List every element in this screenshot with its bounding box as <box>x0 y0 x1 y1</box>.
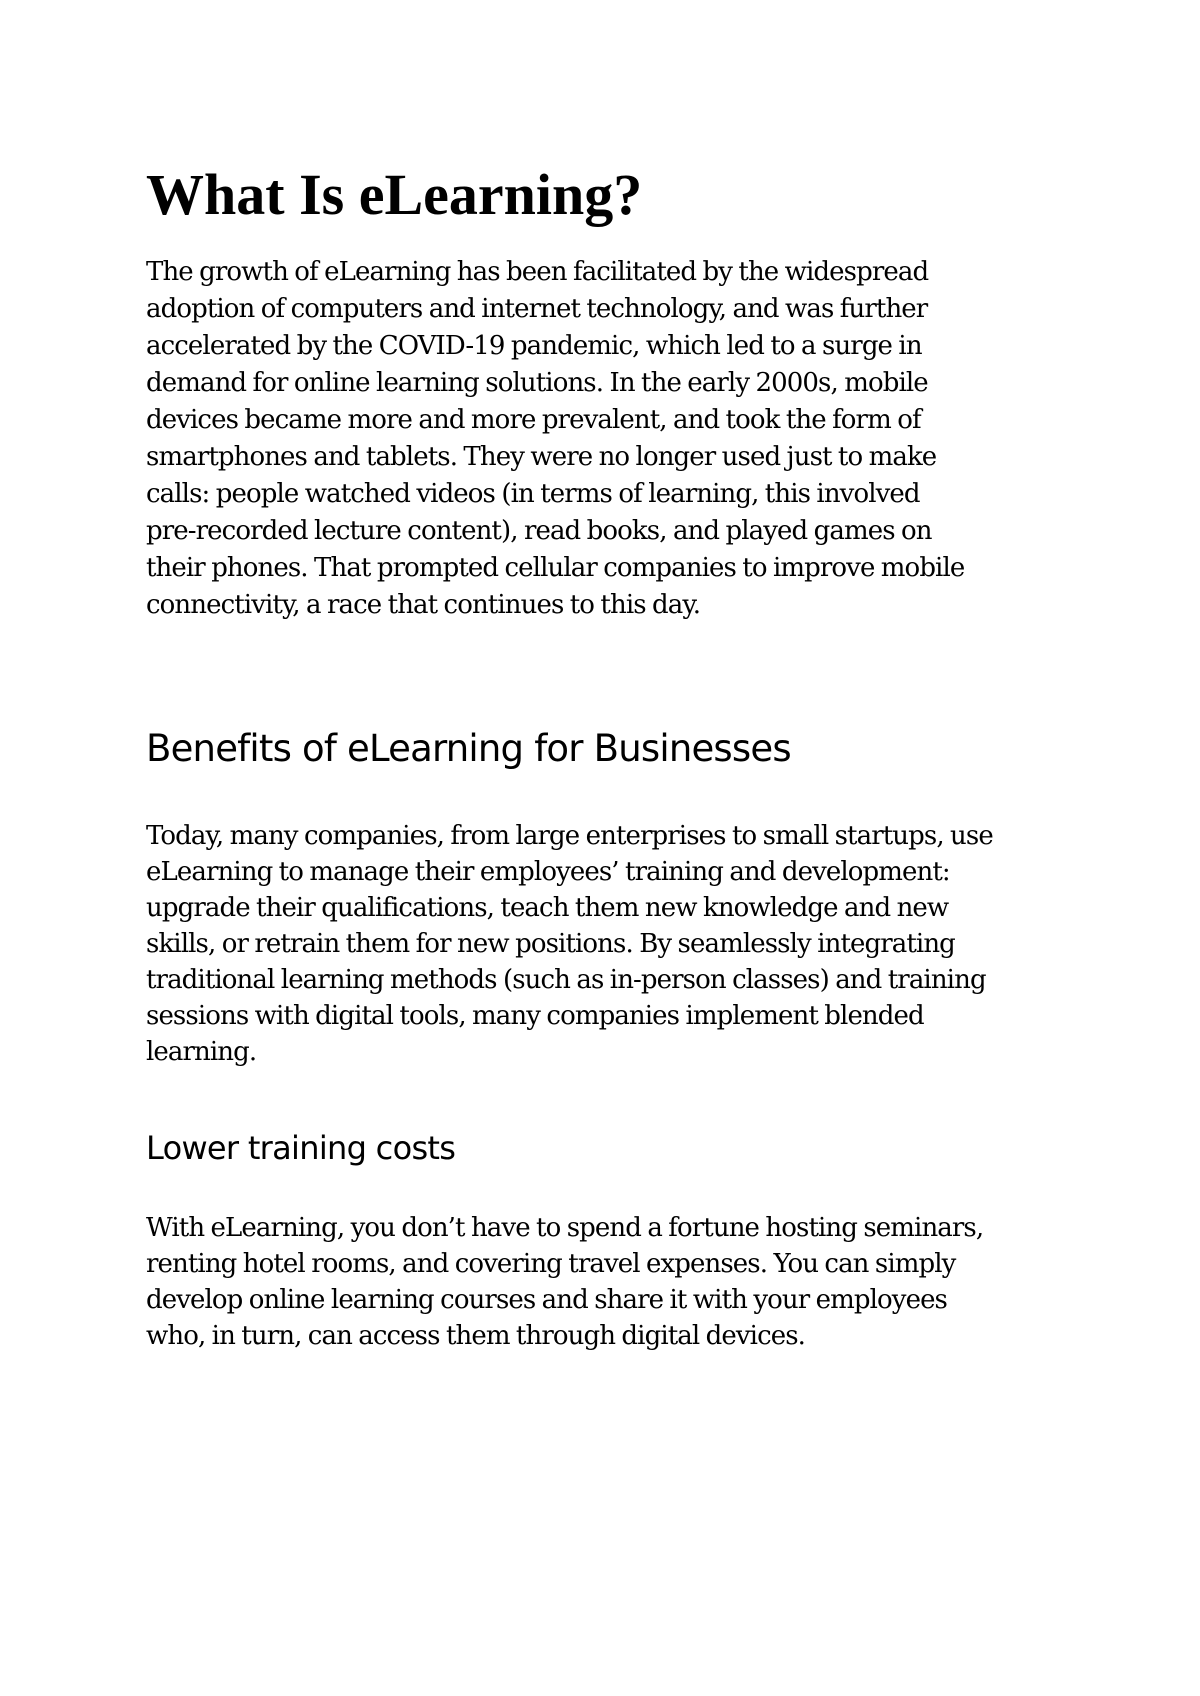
intro-paragraph <box>146 254 1066 624</box>
paragraph-line: skills, or retrain them for new positions. By seamlessly integrating <box>146 929 955 959</box>
page-title: What Is eLearning? <box>146 162 643 227</box>
paragraph-line: accelerated by the COVID-19 pandemic, which led to a surge in <box>146 331 922 361</box>
paragraph-line: demand for online learning solutions. In the early 2000s, mobile <box>146 368 928 398</box>
paragraph-line: smartphones and tablets. They were no longer used just to make <box>146 442 937 472</box>
costs-paragraph <box>146 1210 1066 1354</box>
paragraph-line: adoption of computers and internet technology, and was further <box>146 294 928 324</box>
paragraph-line: sessions with digital tools, many companies implement blended <box>146 1001 924 1031</box>
paragraph-line: learning. <box>146 1037 257 1067</box>
paragraph-line: With eLearning, you don’t have to spend a fortune hosting seminars, <box>146 1213 984 1243</box>
paragraph-line: The growth of eLearning has been facilitated by the widespread <box>146 257 929 287</box>
paragraph-line: renting hotel rooms, and covering travel expenses. You can simply <box>146 1249 956 1279</box>
paragraph-line: upgrade their qualifications, teach them new knowledge and new <box>146 893 949 923</box>
benefits-paragraph <box>146 818 1066 1070</box>
paragraph-line: connectivity, a race that continues to this day. <box>146 590 701 620</box>
paragraph-line: who, in turn, can access them through digital devices. <box>146 1321 806 1351</box>
paragraph-line: devices became more and more prevalent, and took the form of <box>146 405 921 435</box>
section-heading: Benefits of eLearning for Businesses <box>146 727 791 770</box>
subsection-heading: Lower training costs <box>146 1129 456 1167</box>
paragraph-line: pre-recorded lecture content), read books, and played games on <box>146 516 932 546</box>
paragraph-line: Today, many companies, from large enterprises to small startups, use <box>146 821 993 851</box>
paragraph-line: traditional learning methods (such as in-person classes) and training <box>146 965 986 995</box>
paragraph-line: eLearning to manage their employees’ training and development: <box>146 857 950 887</box>
paragraph-line: develop online learning courses and share it with your employees <box>146 1285 947 1315</box>
paragraph-line: calls: people watched videos (in terms of learning, this involved <box>146 479 920 509</box>
paragraph-line: their phones. That prompted cellular companies to improve mobile <box>146 553 965 583</box>
